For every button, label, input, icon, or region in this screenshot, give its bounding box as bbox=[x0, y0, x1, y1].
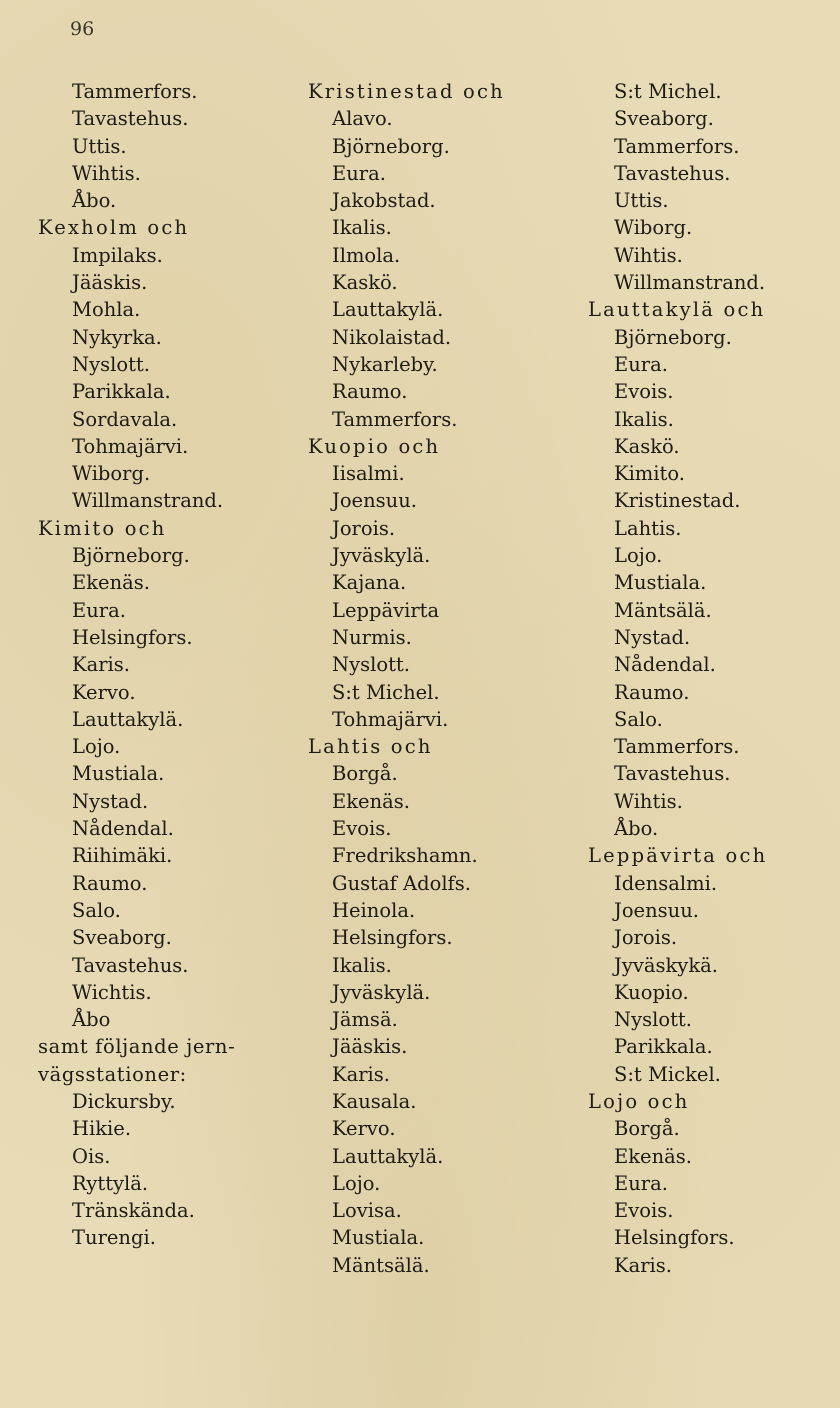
station-entry: Tohmajärvi. bbox=[72, 434, 189, 458]
station-entry: Ois. bbox=[72, 1144, 111, 1168]
station-entry: Jakobstad. bbox=[332, 189, 436, 213]
station-entry: Willmanstrand. bbox=[72, 489, 224, 513]
station-entry: Kaskö. bbox=[614, 434, 680, 458]
station-entry: Nådendal. bbox=[614, 653, 716, 677]
route-heading: Kimito och bbox=[38, 516, 167, 540]
station-entry: Raumo. bbox=[72, 871, 148, 895]
station-entry: Evois. bbox=[614, 380, 674, 404]
route-heading: Leppävirta och bbox=[588, 844, 768, 868]
station-entry: Parikkala. bbox=[614, 1035, 713, 1059]
station-entry: Nådendal. bbox=[72, 817, 174, 841]
station-entry: Eura. bbox=[332, 161, 386, 185]
station-entry: Borgå. bbox=[614, 1117, 680, 1141]
station-entry: Raumo. bbox=[614, 680, 690, 704]
station-entry: Åbo. bbox=[614, 817, 659, 841]
station-entry: Kervo. bbox=[72, 680, 136, 704]
station-entry: Nykyrka. bbox=[72, 325, 162, 349]
station-entry: S:t Michel. bbox=[614, 80, 722, 103]
station-entry: Tammerfors. bbox=[614, 134, 740, 158]
station-entry: Leppävirta bbox=[332, 598, 440, 622]
station-entry: Tohmajärvi. bbox=[332, 707, 449, 731]
station-entry: Ryttylä. bbox=[72, 1171, 149, 1195]
station-entry: Joensuu. bbox=[332, 489, 417, 513]
station-entry: Karis. bbox=[332, 1062, 390, 1086]
station-entry: Jorois. bbox=[332, 516, 396, 540]
station-entry: Lovisa. bbox=[332, 1199, 402, 1223]
station-entry: Ikalis. bbox=[614, 407, 674, 431]
station-entry: Salo. bbox=[72, 898, 121, 922]
station-entry: Ikalis. bbox=[332, 953, 392, 977]
route-heading: Lauttakylä och bbox=[588, 298, 766, 322]
station-entry: Helsingfors. bbox=[614, 1226, 735, 1250]
station-entry: Åbo bbox=[72, 1008, 111, 1032]
station-entry: Tränskända. bbox=[72, 1199, 195, 1223]
station-entry: Fredrikshamn. bbox=[332, 844, 478, 868]
route-heading: Lojo och bbox=[588, 1089, 690, 1113]
station-entry: Wihtis. bbox=[614, 243, 683, 267]
station-entry: Tammerfors. bbox=[614, 735, 740, 759]
station-entry: Wiborg. bbox=[72, 462, 151, 486]
station-entry: Eura. bbox=[614, 352, 668, 376]
station-entry: Lauttakylä. bbox=[332, 1144, 444, 1168]
station-entry: Kuopio. bbox=[614, 980, 689, 1004]
station-entry: Ekenäs. bbox=[332, 789, 410, 813]
station-entry: Nurmis. bbox=[332, 625, 412, 649]
station-entry: Kausala. bbox=[332, 1089, 417, 1113]
station-entry: Evois. bbox=[332, 817, 392, 841]
column-3 bbox=[588, 78, 840, 1279]
station-entry: Impilaks. bbox=[72, 243, 163, 267]
station-entry: Heinola. bbox=[332, 898, 416, 922]
station-entry: Uttis. bbox=[614, 189, 669, 213]
station-entry: Riihimäki. bbox=[72, 844, 173, 868]
station-entry: Björneborg. bbox=[332, 134, 450, 158]
station-entry: Borgå. bbox=[332, 762, 398, 786]
page-number: 96 bbox=[70, 18, 95, 40]
station-entry: Alavo. bbox=[332, 107, 393, 131]
station-entry: Evois. bbox=[614, 1199, 674, 1223]
station-entry: Lojo. bbox=[614, 544, 663, 568]
station-entry: Björneborg. bbox=[72, 544, 190, 568]
station-entry: Mohla. bbox=[72, 298, 141, 322]
station-entry: Jyväskykä. bbox=[614, 953, 718, 977]
route-heading: Lahtis och bbox=[308, 735, 433, 759]
station-entry: Salo. bbox=[614, 707, 663, 731]
station-entry: Gustaf Adolfs. bbox=[332, 871, 471, 895]
station-entry: Helsingfors. bbox=[332, 926, 453, 950]
station-entry: Sordavala. bbox=[72, 407, 178, 431]
station-entry: Mäntsälä. bbox=[332, 1253, 430, 1277]
station-entry: Sveaborg. bbox=[72, 926, 172, 950]
station-entry: Tavastehus. bbox=[72, 953, 189, 977]
column-1 bbox=[38, 78, 288, 1252]
station-entry: Wiborg. bbox=[614, 216, 693, 240]
station-entry: Lojo. bbox=[332, 1171, 381, 1195]
station-entry: Lauttakylä. bbox=[72, 707, 184, 731]
station-entry: Wihtis. bbox=[614, 789, 683, 813]
station-entry: Tavastehus. bbox=[614, 762, 731, 786]
station-entry: Uttis. bbox=[72, 134, 127, 158]
station-entry: S:t Mickel. bbox=[614, 1062, 721, 1086]
station-entry: Wihtis. bbox=[72, 161, 141, 185]
station-entry: Dickursby. bbox=[72, 1089, 176, 1113]
station-entry: Kajana. bbox=[332, 571, 407, 595]
station-entry: Raumo. bbox=[332, 380, 408, 404]
note-text: samt följande jern- bbox=[38, 1035, 236, 1059]
station-entry: Turengi. bbox=[72, 1226, 156, 1250]
station-entry: Kimito. bbox=[614, 462, 685, 486]
station-entry: Lahtis. bbox=[614, 516, 682, 540]
route-heading: Kristinestad och bbox=[308, 80, 505, 103]
column-2 bbox=[308, 78, 578, 1279]
station-entry: Mustiala. bbox=[614, 571, 707, 595]
station-entry: Ekenäs. bbox=[614, 1144, 692, 1168]
station-entry: Ilmola. bbox=[332, 243, 401, 267]
station-entry: Willmanstrand. bbox=[614, 271, 766, 295]
station-entry: Tavastehus. bbox=[72, 107, 189, 131]
station-entry: Jämsä. bbox=[332, 1008, 398, 1032]
station-entry: Helsingfors. bbox=[72, 625, 193, 649]
station-entry: Jyväskylä. bbox=[332, 544, 431, 568]
station-entry: Jorois. bbox=[614, 926, 678, 950]
station-entry: Nyslott. bbox=[614, 1008, 692, 1032]
station-entry: Nikolaistad. bbox=[332, 325, 452, 349]
route-heading: Kexholm och bbox=[38, 216, 190, 240]
station-entry: Nystad. bbox=[614, 625, 691, 649]
station-entry: Mustiala. bbox=[72, 762, 165, 786]
note-text: vägsstationer: bbox=[38, 1062, 187, 1086]
station-entry: Kaskö. bbox=[332, 271, 398, 295]
station-entry: Kervo. bbox=[332, 1117, 396, 1141]
station-entry: Eura. bbox=[614, 1171, 668, 1195]
station-entry: Tavastehus. bbox=[614, 161, 731, 185]
station-entry: Nykarleby. bbox=[332, 352, 438, 376]
station-entry: Björneborg. bbox=[614, 325, 732, 349]
station-entry: Parikkala. bbox=[72, 380, 171, 404]
station-entry: Tammerfors. bbox=[332, 407, 458, 431]
station-entry: Hikie. bbox=[72, 1117, 132, 1141]
station-entry: S:t Michel. bbox=[332, 680, 440, 704]
station-entry: Eura. bbox=[72, 598, 126, 622]
station-entry: Ikalis. bbox=[332, 216, 392, 240]
station-entry: Karis. bbox=[614, 1253, 672, 1277]
station-entry: Tammerfors. bbox=[72, 80, 198, 103]
station-entry: Joensuu. bbox=[614, 898, 699, 922]
station-entry: Nyslott. bbox=[332, 653, 410, 677]
station-entry: Mustiala. bbox=[332, 1226, 425, 1250]
station-entry: Jääskis. bbox=[332, 1035, 408, 1059]
station-entry: Jyväskylä. bbox=[332, 980, 431, 1004]
station-entry: Nyslott. bbox=[72, 352, 150, 376]
station-entry: Kristinestad. bbox=[614, 489, 741, 513]
station-entry: Mäntsälä. bbox=[614, 598, 712, 622]
station-entry: Lojo. bbox=[72, 735, 121, 759]
station-entry: Ekenäs. bbox=[72, 571, 150, 595]
station-entry: Lauttakylä. bbox=[332, 298, 444, 322]
station-entry: Jääskis. bbox=[72, 271, 148, 295]
station-entry: Sveaborg. bbox=[614, 107, 714, 131]
route-heading: Kuopio och bbox=[308, 434, 441, 458]
station-entry: Idensalmi. bbox=[614, 871, 718, 895]
station-entry: Wichtis. bbox=[72, 980, 152, 1004]
station-entry: Nystad. bbox=[72, 789, 149, 813]
station-entry: Karis. bbox=[72, 653, 130, 677]
station-entry: Åbo. bbox=[72, 189, 117, 213]
station-entry: Iisalmi. bbox=[332, 462, 405, 486]
